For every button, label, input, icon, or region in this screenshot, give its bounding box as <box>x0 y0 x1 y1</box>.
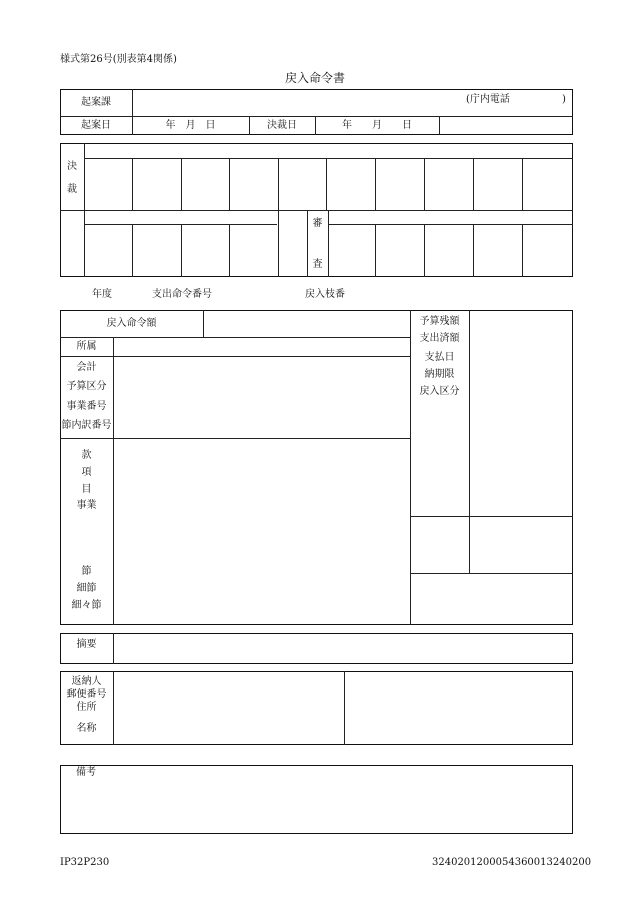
form-number: 様式第26号(別表第4関係) <box>60 54 177 65</box>
form-code: IP32P230 <box>60 857 110 868</box>
drafting-section-label: 起案課 <box>81 97 111 108</box>
top-right-blank-field[interactable] <box>440 117 572 134</box>
paid-amount-label: 支出済額 <box>419 333 460 344</box>
setsu-label: 節 <box>81 566 92 577</box>
affiliation-label: 所属 <box>76 341 97 352</box>
right-info-field[interactable] <box>470 311 572 515</box>
phone-close: ) <box>562 94 566 105</box>
audit-char-1: 審 <box>312 218 323 229</box>
audit-char-2: 査 <box>312 259 323 270</box>
payment-date-label: 支払日 <box>424 352 455 363</box>
fiscal-year-label: 年度 <box>92 289 112 300</box>
moku-label: 目 <box>81 484 92 495</box>
saisaisetsu-label: 細々節 <box>71 600 102 611</box>
decision-date-field[interactable]: 年 月 日 <box>342 120 412 131</box>
decision-date-label: 決裁日 <box>267 120 297 131</box>
returner-label: 返納人 <box>71 676 102 687</box>
payer-address-field[interactable] <box>114 672 343 744</box>
kou-label: 項 <box>81 467 92 478</box>
project-no-label: 事業番号 <box>66 401 107 412</box>
remarks-label: 備考 <box>76 767 96 778</box>
drafting-section-field[interactable] <box>133 90 453 115</box>
account-codes-field[interactable] <box>114 357 409 437</box>
refund-branch-no-label: 戻入枝番 <box>305 289 345 300</box>
refund-amount-field[interactable] <box>204 311 409 336</box>
jigyo-label: 事業 <box>76 500 97 511</box>
account-label: 会計 <box>76 362 97 373</box>
due-date-label: 納期限 <box>424 369 455 380</box>
saisetsu-label: 細節 <box>76 583 97 594</box>
decision-char-2: 裁 <box>67 184 77 195</box>
remarks-field[interactable] <box>61 780 572 833</box>
drafting-date-field[interactable]: 年 月 日 <box>165 120 216 131</box>
affiliation-field[interactable] <box>114 338 409 355</box>
budget-balance-label: 予算残額 <box>419 316 460 327</box>
expenditure-order-no-label: 支出命令番号 <box>152 289 212 300</box>
summary-field[interactable] <box>114 634 572 663</box>
postal-label: 郵便番号 <box>66 689 107 700</box>
phone-field[interactable] <box>512 90 562 115</box>
budget-class-label: 予算区分 <box>66 381 107 392</box>
kan-label: 款 <box>81 450 92 461</box>
page-title: 戻入命令書 <box>284 71 345 85</box>
summary-label: 摘要 <box>76 639 97 650</box>
refund-class-label: 戻入区分 <box>419 386 460 397</box>
name-label: 名称 <box>76 723 97 734</box>
phone-label: (庁内電話 <box>466 94 510 105</box>
payer-extra-field[interactable] <box>345 672 572 744</box>
section-breakdown-no-label: 節内訳番号 <box>61 420 112 431</box>
address-label: 住所 <box>76 702 97 713</box>
serial-number: 3240201200054360013240200 <box>432 857 592 868</box>
budget-items-field[interactable] <box>114 439 409 624</box>
drafting-date-label: 起案日 <box>81 120 111 131</box>
decision-char-1: 決 <box>67 161 77 172</box>
refund-amount-label: 戻入命令額 <box>106 318 157 329</box>
